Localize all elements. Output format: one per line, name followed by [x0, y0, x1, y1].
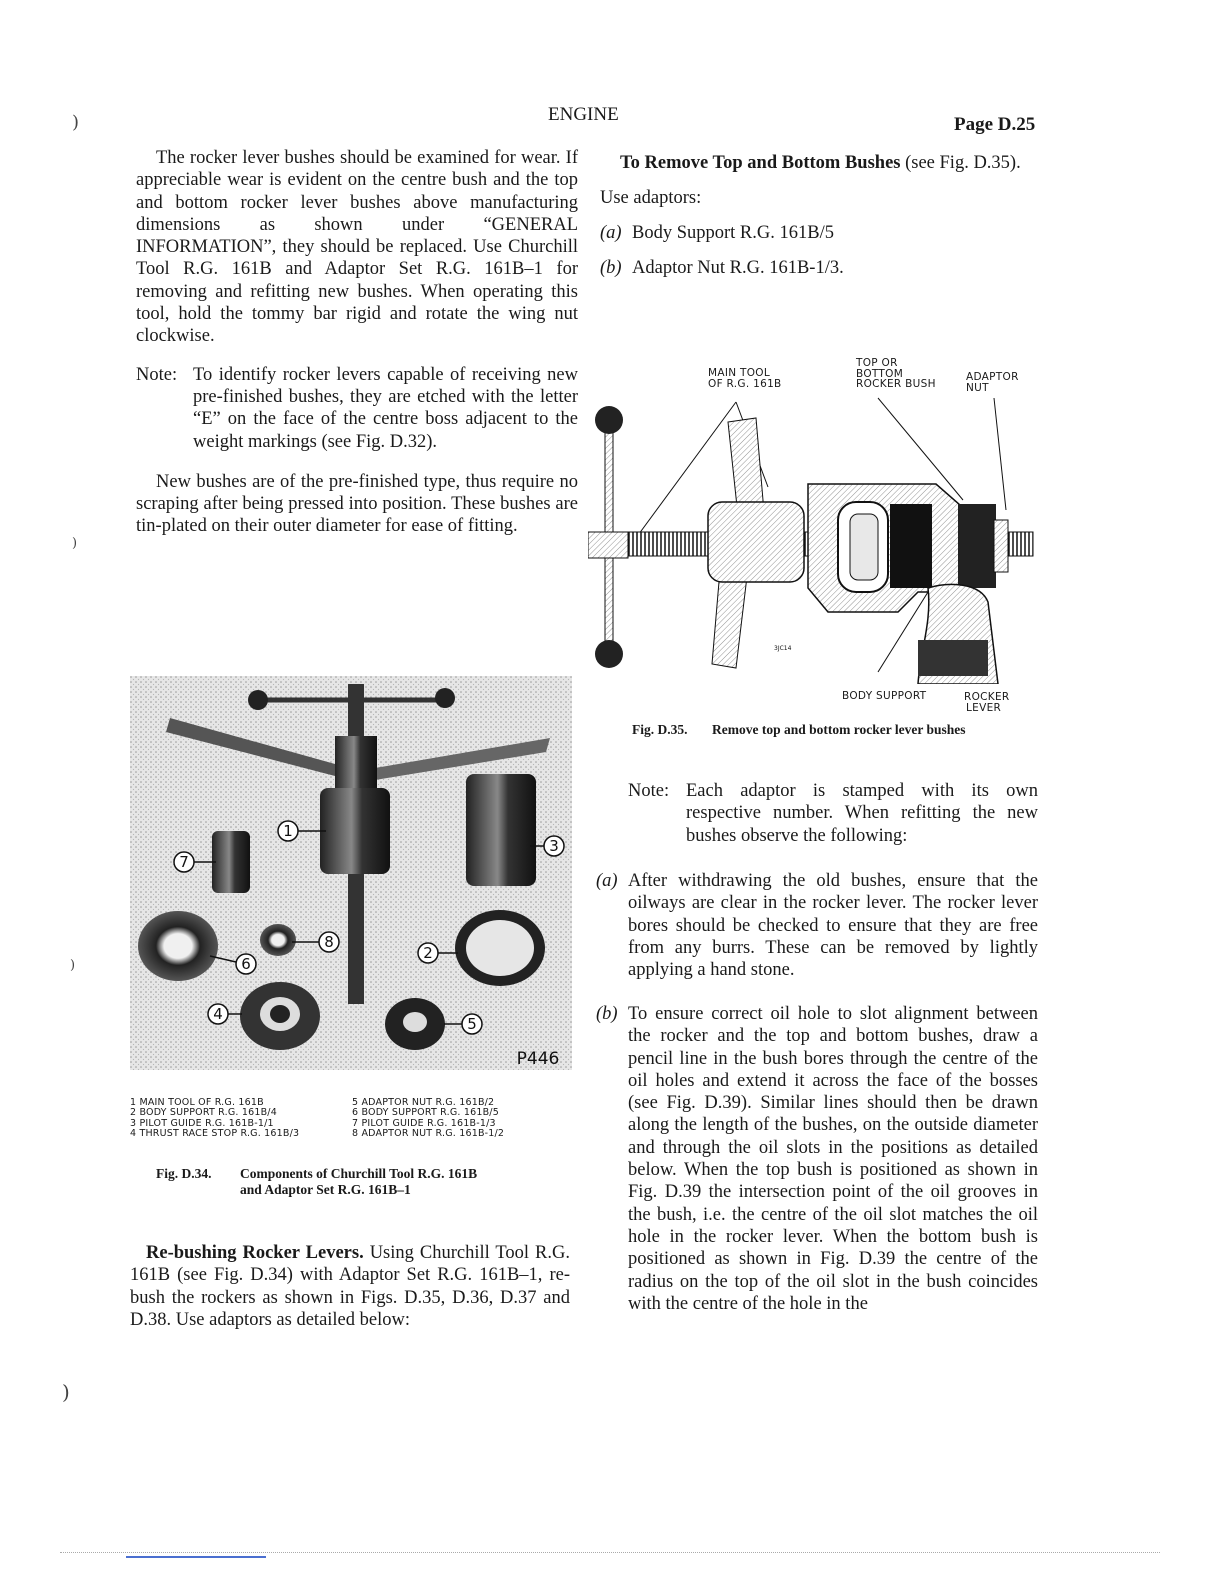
- right-column-top: [600, 152, 1042, 279]
- item-letter: (a): [596, 871, 618, 891]
- remove-bushes-ref: (see Fig. D.35).: [905, 153, 1021, 173]
- label-rocker-lever: ROCKER LEVER: [964, 691, 1010, 714]
- note-label: Note:: [136, 364, 178, 385]
- rebushing-heading: Re-bushing Rocker Levers.: [146, 1243, 364, 1263]
- legend-item: 1 MAIN TOOL OF R.G. 161B: [130, 1097, 264, 1108]
- rebushing-text: Using Churchill Tool R.G. 161B (see Fig. D.34) with Adaptor Set R.G. 161B–1, re-bush the rockers as shown in Figs. D.35, D.36, D.37 and D.38. Use adaptors as detailed below:: [130, 1243, 570, 1330]
- svg-text:5: 5: [467, 1015, 477, 1033]
- note-label: Note:: [628, 781, 670, 801]
- new-bushes-paragraph: New bushes are of the pre-finished type, thus require no scraping after being pressed into position. These bushes are tin-plated on their outer diameter for ease of fitting.: [136, 471, 578, 537]
- figure-d35-caption: Remove top and bottom rocker lever bushes: [712, 722, 966, 737]
- list-letter: (a): [600, 222, 622, 243]
- list-letter: (b): [600, 257, 622, 278]
- page-number: Page D.25: [954, 114, 1036, 135]
- label-main-tool: MAIN TOOL OF R.G. 161B: [708, 367, 782, 390]
- right-note: [628, 780, 1038, 847]
- margin-mark: ): [72, 112, 80, 133]
- label-adaptor-nut: ADAPTOR NUT: [966, 371, 1019, 394]
- figure-d34-caption-line1: Components of Churchill Tool R.G. 161B: [240, 1166, 478, 1181]
- tool-assembly-illustration: [588, 392, 1036, 684]
- figure-d34-caption-line2: and Adaptor Set R.G. 161B–1: [240, 1182, 411, 1197]
- margin-mark: ): [62, 1380, 70, 1404]
- margin-mark: ): [72, 536, 78, 551]
- left-note: [136, 364, 578, 453]
- svg-text:1: 1: [283, 822, 293, 840]
- legend-item: 5 ADAPTOR NUT R.G. 161B/2: [352, 1097, 495, 1108]
- figure-d35-caption-number: Fig. D.35.: [632, 722, 688, 737]
- drawing-stamp: 3JC14: [774, 645, 792, 652]
- svg-text:7: 7: [179, 853, 189, 871]
- svg-text:4: 4: [213, 1005, 223, 1023]
- refit-item: [596, 1003, 1038, 1315]
- figure-stamp: P446: [516, 1049, 560, 1069]
- note-text: Each adaptor is stamped with its own respective number. When refitting the new bushes observe the following:: [686, 781, 1038, 846]
- adaptor-list-item: [600, 222, 1042, 244]
- adaptor-list-item: [600, 257, 1042, 279]
- rebushing-paragraph: [130, 1242, 570, 1331]
- left-column: [136, 147, 578, 538]
- svg-text:3: 3: [549, 837, 559, 855]
- use-adaptors-label: Use adaptors:: [600, 188, 702, 209]
- scan-edge: [60, 1552, 1160, 1553]
- legend-item: 7 PILOT GUIDE R.G. 161B-1/3: [352, 1117, 496, 1129]
- item-text: After withdrawing the old bushes, ensure that the oilways are clear in the rocker lever. The rocker lever bores should be checked to ensure that they are free from any burrs. These can be removed by lightly applying a hand stone.: [628, 871, 1038, 981]
- legend-item: 3 PILOT GUIDE R.G. 161B-1/1: [130, 1117, 274, 1129]
- figure-d34-legend-right: [352, 1098, 572, 1140]
- label-body-support: BODY SUPPORT: [842, 690, 927, 702]
- margin-mark: ): [70, 958, 76, 973]
- figure-d34-caption-number: Fig. D.34.: [156, 1166, 212, 1181]
- legend-item: 4 THRUST RACE STOP R.G. 161B/3: [130, 1128, 300, 1140]
- label-rocker-bush: TOP OR BOTTOM ROCKER BUSH: [856, 357, 936, 390]
- list-text: Adaptor Nut R.G. 161B-1/3.: [632, 257, 844, 278]
- item-letter: (b): [596, 1004, 618, 1024]
- legend-item: 2 BODY SUPPORT R.G. 161B/4: [130, 1107, 277, 1119]
- refit-item: [596, 870, 1038, 981]
- figure-d35-drawing: [588, 392, 1036, 684]
- svg-text:2: 2: [423, 944, 433, 962]
- svg-text:6: 6: [241, 955, 251, 973]
- item-text: To ensure correct oil hole to slot alignment between the rocker and the top and bottom bushes, draw a pencil line in the bush bores through the centre of the oil holes and extend it across the face of the bosses (see Fig. D.39). Similar lines should then be drawn along the length of the bushes, on the outside diameter and through the oil slots in the positions as detailed below. When the top bush is positioned as shown in Fig. D.39 the intersection point of the oil grooves in the bush, i.e. the centre of the oil slot matches the oil hole in the rocker lever. When the bottom bush is positioned as shown in Fig. D.39 the centre of the radius on the top of the oil slot in the bush coincides with the centre of the hole in the: [628, 1004, 1038, 1314]
- note-text: To identify rocker levers capable of receiving new pre-finished bushes, they are etched with the letter “E” on the face of the centre boss adjacent to the weight markings (see Fig. D.32).: [193, 364, 578, 452]
- legend-item: 8 ADAPTOR NUT R.G. 161B-1/2: [352, 1128, 505, 1140]
- section-title: ENGINE: [548, 104, 619, 125]
- legend-item: 6 BODY SUPPORT R.G. 161B/5: [352, 1107, 499, 1119]
- scan-edge-mark: [126, 1556, 266, 1558]
- figure-d34-legend-left: [130, 1098, 350, 1140]
- tool-components-illustration: [130, 676, 572, 1070]
- svg-text:8: 8: [324, 933, 334, 951]
- list-text: Body Support R.G. 161B/5: [632, 222, 834, 243]
- rocker-bush-paragraph: The rocker lever bushes should be examined for wear. If appreciable wear is evident on the centre bush and the top and bottom rocker lever bushes above manufacturing dimensions as shown under “GENERAL INFORMATION”, they should be replaced. Use Churchill Tool R.G. 161B and Adaptor Set R.G. 161B–1 for removing and refitting new bushes. When operating this tool, hold the tommy bar rigid and rotate the wing nut clockwise.: [136, 148, 578, 347]
- remove-bushes-heading: To Remove Top and Bottom Bushes: [620, 153, 901, 173]
- figure-d34-photo: [130, 676, 572, 1070]
